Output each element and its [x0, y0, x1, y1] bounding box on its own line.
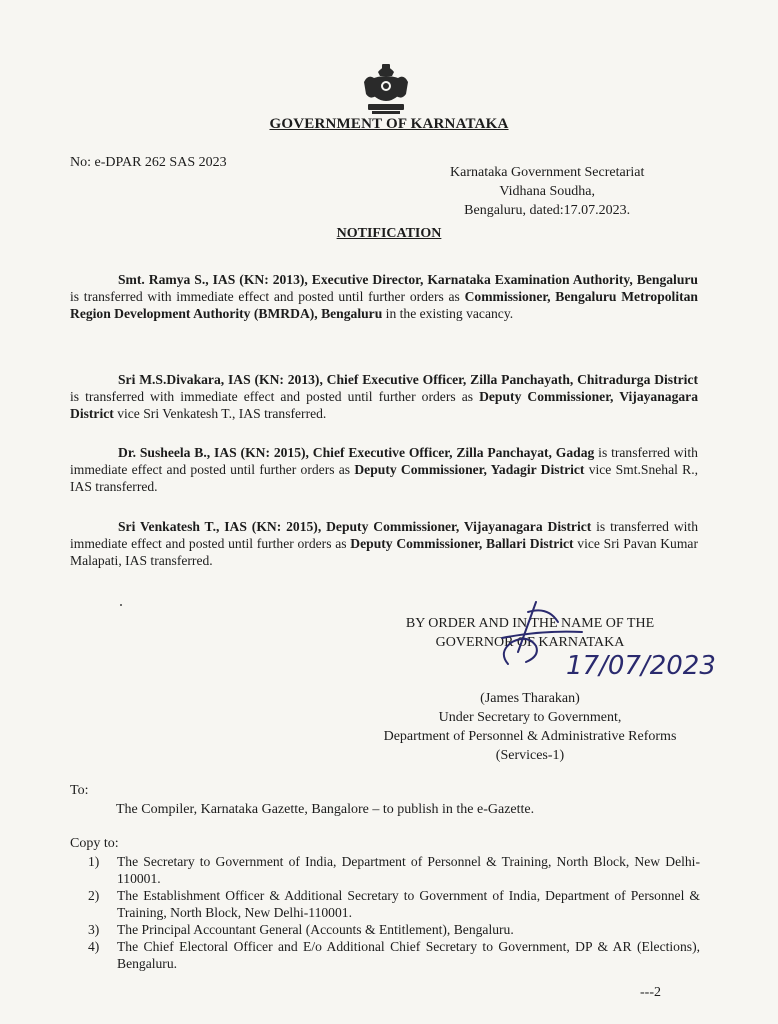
- to-recipient: The Compiler, Karnataka Gazette, Bangalore – to publish in the e-Gazette.: [116, 802, 535, 817]
- vacancy-text: in the existing vacancy.: [382, 306, 514, 321]
- handwritten-signature-icon: [488, 592, 748, 692]
- order-text: is transferred with immediate effect and posted until further orders as: [70, 289, 465, 304]
- karnataka-emblem-icon: [356, 58, 416, 118]
- authority-line: BY ORDER AND IN THE NAME OF THE: [405, 616, 655, 631]
- order-text: is transferred with immediate effect and posted until further orders as: [70, 519, 698, 551]
- transfer-paragraph: [70, 371, 698, 422]
- address-line: Karnataka Government Secretariat: [450, 165, 645, 180]
- list-text: The Establishment Officer & Additional Secretary to Government of India, Department of Personnel & Training, North Block, New Delhi-110001.: [117, 888, 700, 920]
- list-item: [88, 887, 700, 921]
- order-text: is transferred with immediate effect and posted until further orders as: [70, 389, 480, 404]
- transfer-paragraph: [70, 271, 698, 322]
- address-line: Vidhana Soudha,: [499, 184, 595, 199]
- handwritten-date: 17/07/2023: [566, 651, 716, 681]
- transfer-paragraph: [70, 518, 698, 569]
- transfer-paragraph: [70, 444, 698, 495]
- vacancy-text: vice Smt.Snehal R., IAS transferred.: [70, 462, 698, 494]
- signatory-details: [350, 689, 710, 765]
- new-posting: Deputy Commissioner, Vijayanagara District: [70, 389, 698, 421]
- address-line-date: Bengaluru, dated:17.07.2023.: [464, 203, 631, 218]
- reference-number: No: e-DPAR 262 SAS 2023: [70, 155, 227, 170]
- page-number: ---2: [640, 985, 661, 1000]
- officer-details: Sri M.S.Divakara, IAS (KN: 2013), Chief Executive Officer, Zilla Panchayath, Chitradurga District: [118, 372, 698, 387]
- authority-line: GOVERNOR OF KARNATAKA: [435, 635, 625, 650]
- new-posting: Deputy Commissioner, Ballari District: [350, 536, 574, 551]
- list-number: 4): [88, 939, 100, 954]
- copy-to-label: Copy to:: [70, 836, 119, 851]
- vacancy-text: vice Sri Venkatesh T., IAS transferred.: [113, 406, 327, 421]
- new-posting: Deputy Commissioner, Yadagir District: [354, 462, 585, 477]
- government-title: GOVERNMENT OF KARNATAKA: [269, 116, 509, 132]
- signatory-section: (Services-1): [495, 748, 565, 763]
- signatory-designation: Under Secretary to Government,: [438, 710, 622, 725]
- list-text: The Chief Electoral Officer and E/o Additional Chief Secretary to Government, DP & AR (Elections), Bengaluru.: [117, 939, 700, 971]
- officer-details: Smt. Ramya S., IAS (KN: 2013), Executive Director, Karnataka Examination Authority, Bengaluru: [118, 272, 698, 287]
- signatory-department: Department of Personnel & Administrative Reforms: [383, 729, 677, 744]
- copy-to-list: [88, 853, 700, 972]
- list-item: [88, 853, 700, 887]
- stray-mark: [120, 604, 122, 606]
- officer-details: Sri Venkatesh T., IAS (KN: 2015), Deputy Commissioner, Vijayanagara District: [118, 519, 592, 534]
- office-address: [450, 163, 644, 220]
- officer-details: Dr. Susheela B., IAS (KN: 2015), Chief Executive Officer, Zilla Panchayat, Gadag: [118, 445, 595, 460]
- notification-heading: NOTIFICATION: [336, 226, 442, 241]
- new-posting: Commissioner, Bengaluru Metropolitan Region Development Authority (BMRDA), Bengaluru: [70, 289, 698, 321]
- list-number: 3): [88, 922, 100, 937]
- to-label: To:: [70, 783, 89, 798]
- vacancy-text: vice Sri Pavan Kumar Malapati, IAS transferred.: [70, 536, 698, 568]
- list-item: [88, 938, 700, 972]
- list-item: [88, 921, 700, 938]
- list-number: 1): [88, 854, 100, 869]
- order-text: is transferred with immediate effect and posted until further orders as: [70, 445, 698, 477]
- signatory-name: (James Tharakan): [480, 691, 580, 706]
- list-text: The Secretary to Government of India, Department of Personnel & Training, North Block, New Delhi-110001.: [117, 854, 700, 886]
- list-text: The Principal Accountant General (Accounts & Entitlement), Bengaluru.: [117, 922, 514, 937]
- list-number: 2): [88, 888, 100, 903]
